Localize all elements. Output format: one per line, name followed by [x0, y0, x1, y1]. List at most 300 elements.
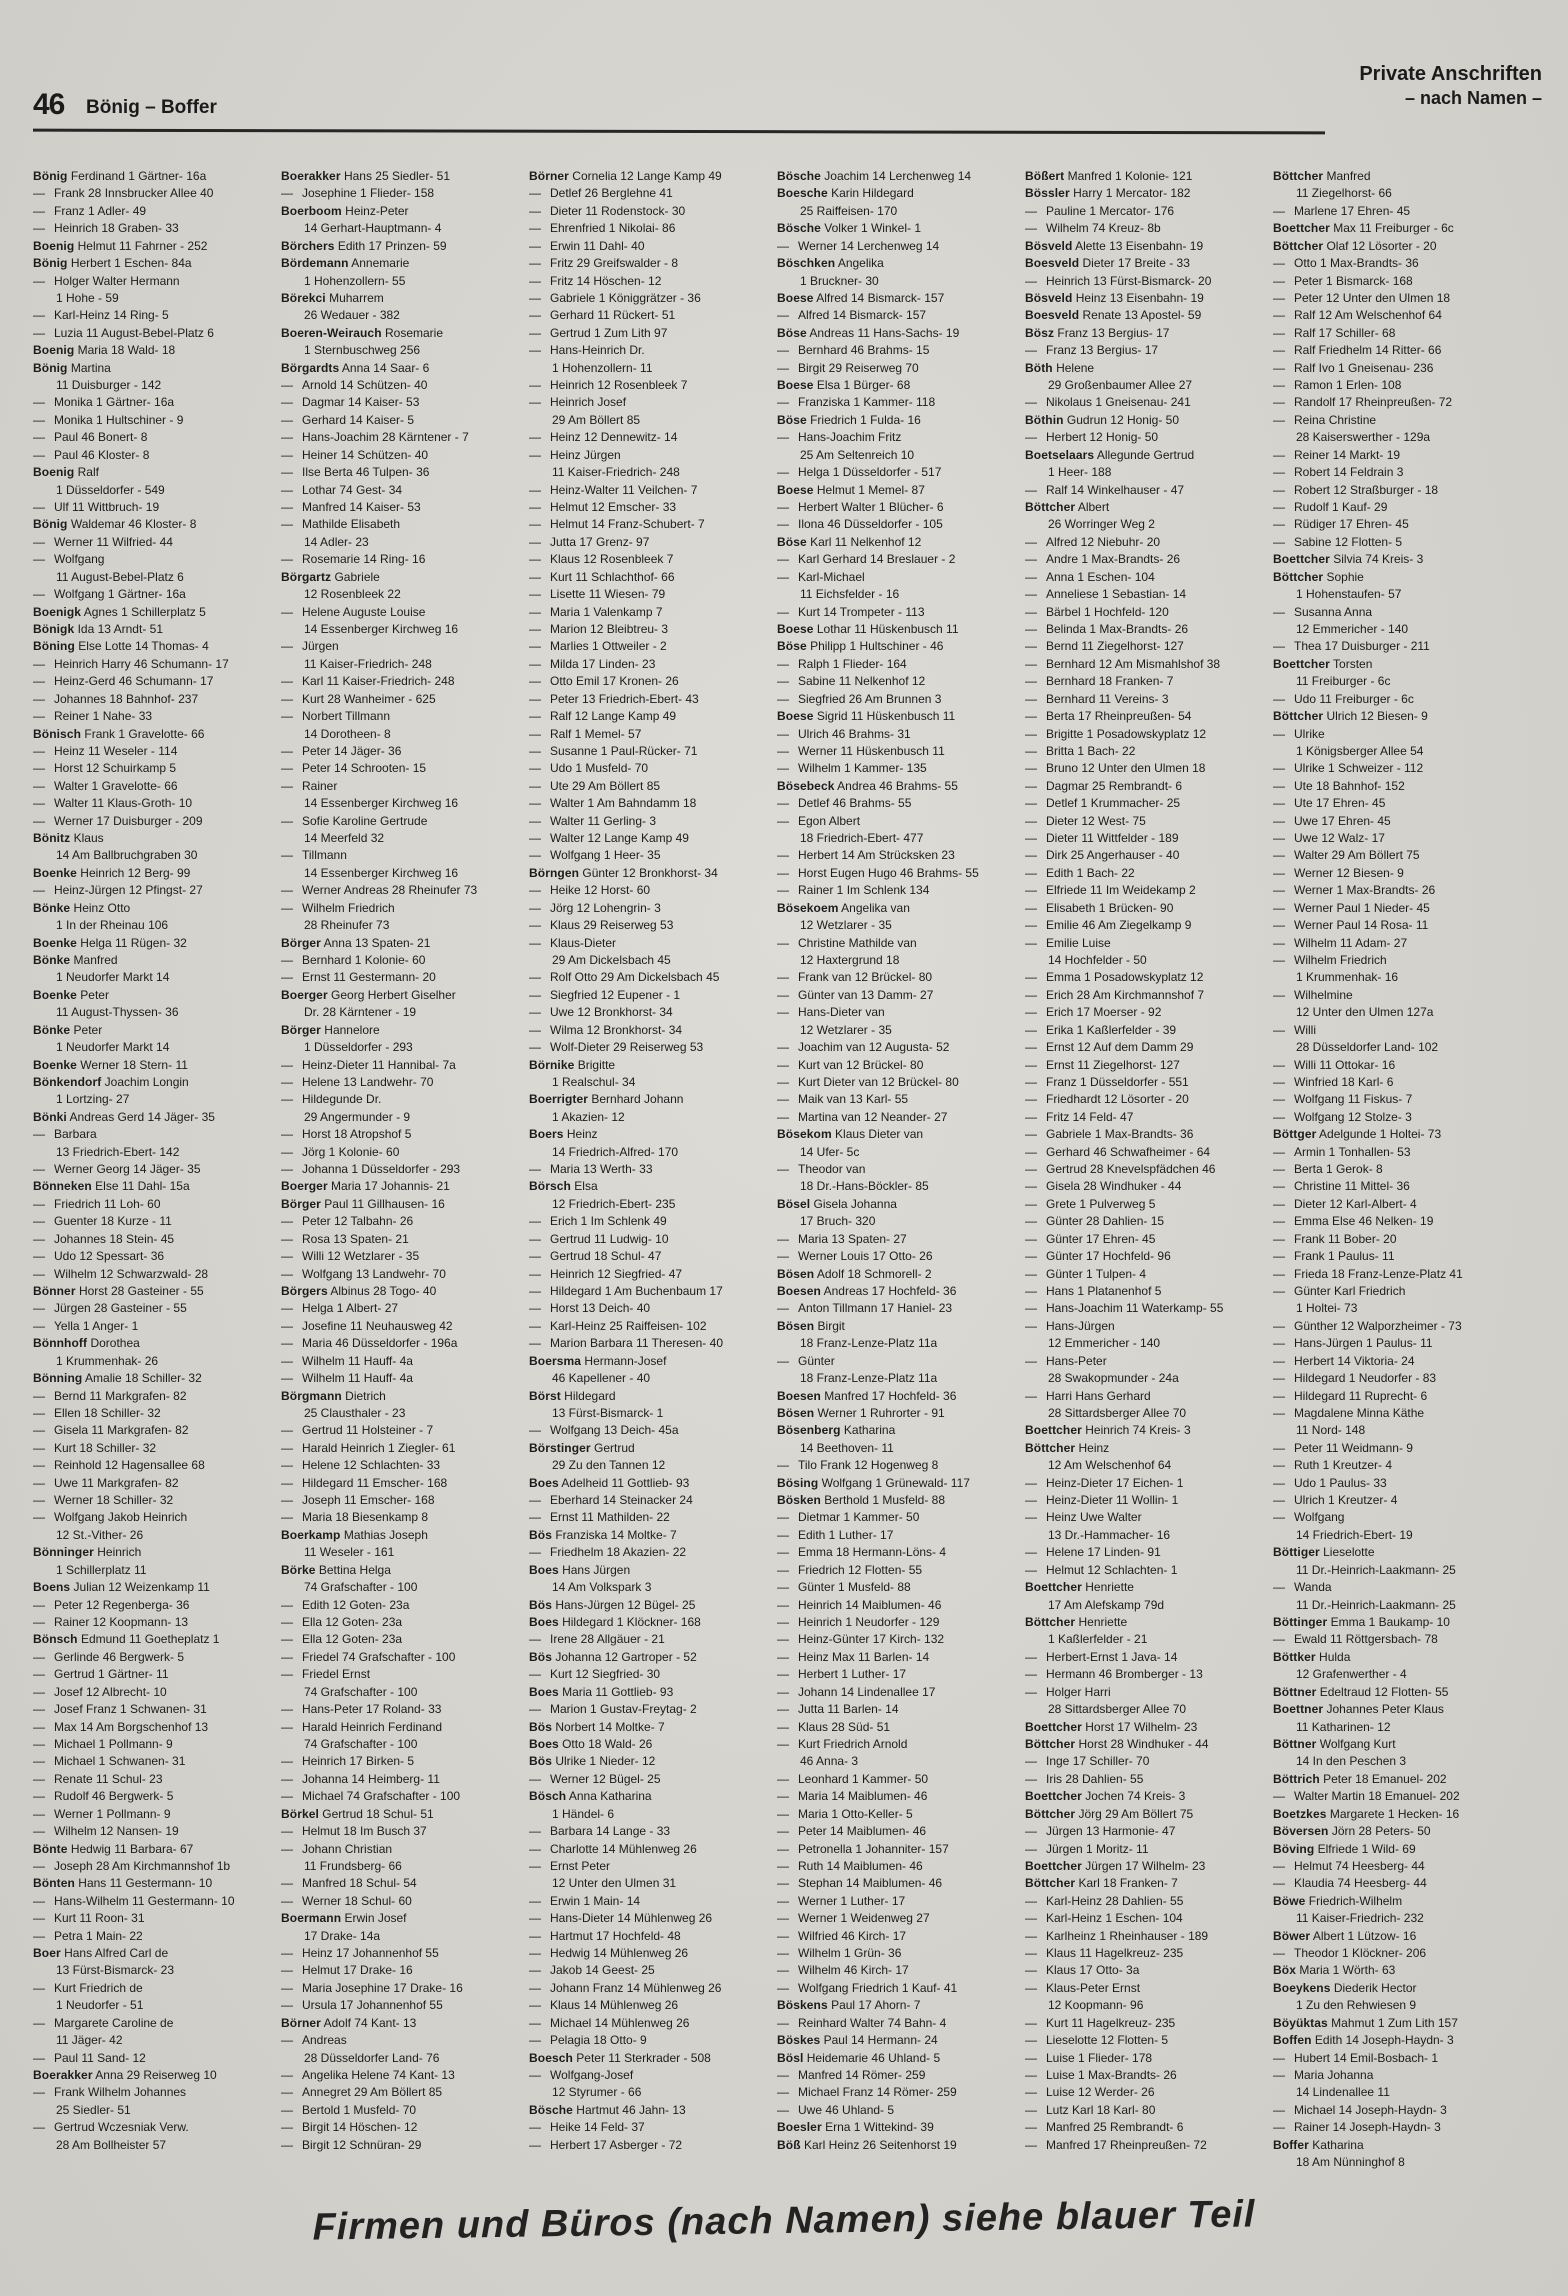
directory-entry: Bösch Anna Katharina — [529, 1789, 652, 1804]
directory-line: 1 Akazien- 12 — [552, 1109, 625, 1124]
directory-line: — Tilo Frank 12 Hogenweg 8 — [777, 1458, 939, 1473]
directory-line: — Birgit 29 Reiserweg 70 — [777, 360, 919, 375]
directory-entry: Bösche Volker 1 Winkel- 1 — [777, 221, 921, 236]
directory-line: — Dirk 25 Angerhauser - 40 — [1025, 848, 1180, 863]
directory-line: 1 Neudorfer Markt 14 — [56, 1040, 170, 1055]
directory-line: — Erwin 1 Main- 14 — [529, 1893, 641, 1908]
directory-line: 29 Am Dickelsbach 45 — [552, 952, 671, 967]
directory-line: 11 Kaiser-Friedrich- 248 — [304, 656, 432, 671]
directory-line: — Ute 18 Bahnhof- 152 — [1273, 778, 1405, 793]
directory-entry: Boese Elsa 1 Bürger- 68 — [777, 378, 911, 393]
directory-entry: Bönnhoff Dorothea — [33, 1336, 140, 1351]
directory-line: 74 Grafschafter - 100 — [304, 1580, 418, 1595]
directory-line: — Winfried 18 Karl- 6 — [1273, 1074, 1394, 1089]
directory-line: — Helga 1 Albert- 27 — [281, 1301, 399, 1316]
directory-line: 11 August-Thyssen- 36 — [56, 1005, 179, 1020]
directory-line: — Bernhard 18 Franken- 7 — [1025, 674, 1174, 689]
directory-line: — Karl-Heinz 14 Ring- 5 — [33, 308, 169, 323]
directory-line: — Lieselotte 12 Flotten- 5 — [1025, 2033, 1169, 2048]
directory-line: — Lisette 11 Wiesen- 79 — [529, 587, 666, 602]
directory-line: — Günter 1 Musfeld- 88 — [777, 1580, 911, 1595]
directory-line: — Johanna 14 Heimberg- 11 — [281, 1771, 440, 1786]
directory-line: — Christine Mathilde van — [777, 935, 917, 950]
directory-line: 1 Händel- 6 — [552, 1806, 615, 1821]
directory-line: 26 Worringer Weg 2 — [1048, 517, 1155, 532]
directory-entry: Börger Paul 11 Gillhausen- 16 — [281, 1196, 445, 1211]
directory-line: 18 Friedrich-Ebert- 477 — [800, 831, 924, 846]
directory-line: — Günter van 13 Damm- 27 — [777, 987, 934, 1002]
directory-line: — Ellen 18 Schiller- 32 — [33, 1405, 161, 1420]
directory-line: — Gabriele 1 Königgrätzer - 36 — [529, 290, 701, 305]
directory-entry: Böttger Adelgunde 1 Holtei- 73 — [1273, 1127, 1442, 1142]
directory-line: — Anton Tillmann 17 Haniel- 23 — [777, 1301, 953, 1316]
directory-line: — Frank 28 Innsbrucker Allee 40 — [33, 186, 214, 201]
directory-entry: Bösing Wolfgang 1 Grünewald- 117 — [777, 1475, 970, 1490]
directory-entry: Bönten Hans 11 Gestermann- 10 — [33, 1876, 213, 1891]
directory-line: — Brigitte 1 Posadowskyplatz 12 — [1025, 726, 1207, 741]
directory-line: 1 Düsseldorfer - 549 — [56, 482, 165, 497]
directory-line: — Milda 17 Linden- 23 — [529, 656, 656, 671]
directory-line: — Wolfgang — [33, 552, 105, 567]
directory-line: — Maria 1 Otto-Keller- 5 — [777, 1806, 913, 1821]
directory-line: — Ruth 14 Maiblumen- 46 — [777, 1858, 923, 1873]
directory-line: — Uwe 12 Bronkhorst- 34 — [529, 1005, 673, 1020]
directory-entry: Böskes Paul 14 Hermann- 24 — [777, 2033, 938, 2048]
directory-entry: Böttrich Peter 18 Emanuel- 202 — [1273, 1771, 1447, 1786]
directory-line: — Maria 13 Werth- 33 — [529, 1162, 653, 1177]
directory-line: — Egon Albert — [777, 813, 861, 828]
directory-line: — Pauline 1 Mercator- 176 — [1025, 203, 1175, 218]
directory-line: — Joseph 11 Emscher- 168 — [281, 1493, 435, 1508]
directory-line: — Johann 14 Lindenallee 17 — [777, 1684, 936, 1699]
directory-line: — Jakob 14 Geest- 25 — [529, 1963, 655, 1978]
directory-line: — Ernst 11 Mathilden- 22 — [529, 1510, 670, 1525]
directory-line: — Rainer 1 Im Schlenk 134 — [777, 883, 930, 898]
directory-line: — Wolfgang — [1273, 1510, 1345, 1525]
directory-line: — Gertrud Wczesniak Verw. — [33, 2120, 189, 2135]
directory-line: — Inge 17 Schiller- 70 — [1025, 1754, 1150, 1769]
header-rule — [33, 129, 1325, 135]
directory-entry: Boenig Maria 18 Wald- 18 — [33, 343, 176, 358]
directory-entry: Boettner Johannes Peter Klaus — [1273, 1702, 1444, 1717]
directory-line: 1 Realschul- 34 — [552, 1074, 636, 1089]
directory-line: — Friedrich 11 Loh- 60 — [33, 1196, 161, 1211]
directory-line: — Harald Heinrich Ferdinand — [281, 1719, 443, 1734]
directory-line: — Ehrenfried 1 Nikolai- 86 — [529, 221, 676, 236]
directory-line: 12 Wetzlarer - 35 — [800, 918, 892, 933]
directory-line: — Heinz-Gerd 46 Schumann- 17 — [33, 674, 214, 689]
directory-line: — Ernst 11 Gestermann- 20 — [281, 970, 436, 985]
directory-entry: Bösche Joachim 14 Lerchenweg 14 — [777, 169, 972, 183]
directory-line: — Emilie Luise — [1025, 935, 1111, 950]
directory-line: — Franziska 1 Kammer- 118 — [777, 395, 936, 410]
directory-line: 11 Dr.-Heinrich-Laakmann- 25 — [1296, 1597, 1456, 1612]
directory-line: — Jürgen 28 Gasteiner - 55 — [33, 1301, 187, 1316]
directory-line: — Fritz 14 Höschen- 12 — [529, 273, 662, 288]
directory-line: — Wolfgang 13 Landwehr- 70 — [281, 1266, 446, 1281]
directory-line: 18 Am Nünninghof 8 — [1296, 2155, 1405, 2170]
directory-line: — Edith 1 Luther- 17 — [777, 1527, 894, 1542]
directory-line: — Karl-Heinz 28 Dahlien- 55 — [1025, 1893, 1184, 1908]
directory-entry: Boese Helmut 1 Memel- 87 — [777, 482, 925, 497]
footer-banner: Firmen und Büros (nach Namen) siehe blauer Teil — [312, 2193, 1256, 2249]
directory-line: 25 Siedler- 51 — [56, 2102, 131, 2117]
directory-line: — Franz 13 Bergius- 17 — [1025, 343, 1159, 358]
directory-line: — Thea 17 Duisburger - 211 — [1273, 639, 1430, 654]
directory-line: — Paul 11 Sand- 12 — [33, 2050, 146, 2065]
directory-entry: Böse Friedrich 1 Fulda- 16 — [777, 412, 921, 427]
directory-line: — Angelika Helene 74 Kant- 13 — [281, 2067, 455, 2082]
directory-line: Dr. 28 Kärntener - 19 — [304, 1005, 417, 1020]
directory-line: — Heinrich Josef — [529, 395, 627, 410]
directory-line: — Udo 1 Paulus- 33 — [1273, 1475, 1387, 1490]
directory-line: — Karlheinz 1 Rheinhauser - 189 — [1025, 1928, 1209, 1943]
directory-line: — Armin 1 Tonhallen- 53 — [1273, 1144, 1411, 1159]
directory-line: 14 In den Peschen 3 — [1296, 1754, 1407, 1769]
directory-entry: Bönig Waldemar 46 Kloster- 8 — [33, 517, 197, 532]
directory-line: — Jörg 12 Lohengrin- 3 — [529, 900, 661, 915]
directory-line: 1 Krummenhak- 26 — [56, 1353, 159, 1368]
directory-line: — Rudolf 1 Kauf- 29 — [1273, 500, 1388, 515]
directory-line: — Monika 1 Hultschiner - 9 — [33, 412, 184, 427]
directory-line: — Helene 12 Schlachten- 33 — [281, 1458, 441, 1473]
directory-line: — Werner 17 Duisburger - 209 — [33, 813, 203, 828]
directory-line: — Kurt 28 Wanheimer - 625 — [281, 691, 436, 706]
directory-line: — Theodor 1 Klöckner- 206 — [1273, 1946, 1427, 1961]
directory-column-1 — [33, 168, 281, 2172]
directory-entry: Böthin Gudrun 12 Honig- 50 — [1025, 412, 1179, 427]
directory-entry: Boes Hans Jürgen — [529, 1562, 631, 1577]
directory-line: — Johanna 1 Düsseldorfer - 293 — [281, 1162, 461, 1177]
directory-entry: Böttcher Olaf 12 Lösorter - 20 — [1273, 238, 1437, 253]
directory-line: — Ralf 12 Am Welschenhof 64 — [1273, 308, 1442, 323]
directory-entry: Böschken Angelika — [777, 256, 884, 271]
directory-line: — Luzia 11 August-Bebel-Platz 6 — [33, 325, 214, 340]
directory-line: — Marion 12 Bleibtreu- 3 — [529, 621, 669, 636]
directory-line: — Maria 13 Spaten- 27 — [777, 1231, 907, 1246]
directory-line: — Lothar 74 Gest- 34 — [281, 482, 403, 497]
directory-line: — Ulrich 1 Kreutzer- 4 — [1273, 1493, 1398, 1508]
directory-line: 11 Freiburger - 6c — [1296, 674, 1391, 689]
directory-line: 11 Frundsberg- 66 — [304, 1858, 402, 1873]
directory-line: 14 Ufer- 5c — [800, 1144, 860, 1159]
directory-line: — Manfred 18 Schul- 54 — [281, 1876, 417, 1891]
directory-line: — Belinda 1 Max-Brandts- 26 — [1025, 621, 1189, 636]
directory-line: — Erwin 11 Dahl- 40 — [529, 238, 645, 253]
directory-line: — Ilse Berta 46 Tulpen- 36 — [281, 465, 430, 480]
directory-line: — Werner 11 Wilfried- 44 — [33, 534, 173, 549]
directory-line: — Reiner 1 Nahe- 33 — [33, 709, 153, 724]
directory-line: 13 Fürst-Bismarck- 1 — [552, 1405, 664, 1420]
directory-entry: Boerakker Hans 25 Siedler- 51 — [281, 169, 451, 183]
directory-line: — Yella 1 Anger- 1 — [33, 1318, 139, 1333]
directory-line: — Ralf 1 Memel- 57 — [529, 726, 642, 741]
directory-entry: Boesveld Renate 13 Apostel- 59 — [1025, 308, 1202, 323]
directory-line: — Kurt 14 Trompeter - 113 — [777, 604, 925, 619]
directory-line: 1 Königsberger Allee 54 — [1296, 743, 1424, 758]
directory-line: — Wilhelm 12 Schwarzwald- 28 — [33, 1266, 209, 1281]
directory-line: — Kurt Friedrich de — [33, 1980, 143, 1995]
directory-entry: Börsch Elsa — [529, 1179, 598, 1194]
directory-line: 1 Neudorfer - 51 — [56, 1998, 144, 2013]
directory-line: — Werner 11 Hüskenbusch 11 — [777, 743, 945, 758]
directory-line: — Werner 1 Max-Brandts- 26 — [1273, 883, 1436, 898]
directory-entry: Boetzkes Margarete 1 Hecken- 16 — [1273, 1806, 1460, 1821]
directory-entry: Boesen Andreas 17 Hochfeld- 36 — [777, 1284, 957, 1298]
directory-entry: Boers Heinz — [529, 1127, 598, 1142]
directory-line: — Wolfgang 1 Heer- 35 — [529, 848, 661, 863]
directory-line: — Willi — [1273, 1022, 1316, 1037]
directory-entry: Böttinger Emma 1 Baukamp- 10 — [1273, 1615, 1450, 1630]
directory-line: — Otto Emil 17 Kronen- 26 — [529, 674, 679, 689]
directory-entry: Böttner Edeltraud 12 Flotten- 55 — [1273, 1684, 1449, 1699]
directory-line: — Susanna Anna — [1273, 604, 1373, 619]
directory-line: — Heike 14 Feld- 37 — [529, 2120, 645, 2135]
directory-line: — Udo 12 Spessart- 36 — [33, 1249, 165, 1264]
directory-line: — Wolfgang 13 Deich- 45a — [529, 1423, 679, 1438]
directory-line: — Ursula 17 Johannenhof 55 — [281, 1998, 443, 2013]
directory-line: — Peter 12 Talbahn- 26 — [281, 1214, 414, 1229]
directory-line: — Heinz 17 Johannenhof 55 — [281, 1946, 439, 1961]
directory-line: 12 Haxtergrund 18 — [800, 952, 900, 967]
directory-entry: Bönki Andreas Gerd 14 Jäger- 35 — [33, 1109, 215, 1124]
directory-line: — Joseph 28 Am Kirchmannshof 1b — [33, 1858, 231, 1873]
directory-line: — Heinz-Jürgen 12 Pfingst- 27 — [33, 883, 203, 898]
directory-line: — Dagmar 14 Kaiser- 53 — [281, 395, 420, 410]
directory-entry: Bösveld Heinz 13 Eisenbahn- 19 — [1025, 290, 1204, 305]
directory-line: — Friedel 74 Grafschafter - 100 — [281, 1649, 456, 1664]
directory-line: — Peter 12 Regenberga- 36 — [33, 1597, 190, 1612]
directory-line: — Rolf Otto 29 Am Dickelsbach 45 — [529, 970, 720, 985]
directory-line: — Kurt van 12 Brückel- 80 — [777, 1057, 924, 1072]
directory-line: — Ewald 11 Röttgersbach- 78 — [1273, 1632, 1438, 1647]
directory-line: 28 Kaiserswerther - 129a — [1296, 430, 1431, 445]
directory-entry: Börger Anna 13 Spaten- 21 — [281, 935, 431, 950]
directory-line: — Walter 11 Klaus-Groth- 10 — [33, 796, 193, 811]
directory-line: — Ernst 12 Auf dem Damm 29 — [1025, 1040, 1194, 1055]
directory-line: — Rainer — [281, 778, 338, 793]
directory-line: — Sofie Karoline Gertrude — [281, 813, 428, 828]
directory-line: — Heiner 14 Schützen- 40 — [281, 447, 429, 462]
directory-entry: Boettcher Heinrich 74 Kreis- 3 — [1025, 1423, 1191, 1438]
directory-line: — Werner Andreas 28 Rheinufer 73 — [281, 883, 478, 898]
directory-line: — Karl Gerhard 14 Breslauer - 2 — [777, 552, 956, 567]
directory-line: — Reiner 14 Markt- 19 — [1273, 447, 1401, 462]
directory-entry: Bösche Hartmut 46 Jahn- 13 — [529, 2102, 686, 2117]
directory-entry: Bösebeck Andrea 46 Brahms- 55 — [777, 778, 958, 793]
directory-entry: Boes Maria 11 Gottlieb- 93 — [529, 1684, 674, 1699]
directory-line: 14 Lindenallee 11 — [1296, 2085, 1390, 2100]
directory-line: — Klaus 14 Mühlenweg 26 — [529, 1998, 679, 2013]
directory-line: — Friedrich 12 Flotten- 55 — [777, 1562, 923, 1577]
directory-entry: Boermann Erwin Josef — [281, 1911, 407, 1926]
directory-entry: Boettcher Jürgen 17 Wilhelm- 23 — [1025, 1858, 1206, 1873]
directory-line: — Emma 18 Hermann-Löns- 4 — [777, 1545, 947, 1560]
directory-line: 12 Friedrich-Ebert- 235 — [552, 1196, 676, 1211]
directory-line: — Michael 1 Pollmann- 9 — [33, 1736, 173, 1751]
directory-column-5 — [1025, 168, 1273, 2172]
directory-line: 11 August-Bebel-Platz 6 — [56, 569, 184, 584]
directory-line: — Barbara 14 Lange - 33 — [529, 1824, 671, 1839]
directory-line: — Jürgen 13 Harmonie- 47 — [1025, 1824, 1176, 1839]
directory-line: — Marion 1 Gustav-Freytag- 2 — [529, 1702, 697, 1717]
directory-line: — Frank 11 Bober- 20 — [1273, 1231, 1397, 1246]
directory-line: 1 Düsseldorfer - 293 — [304, 1040, 413, 1055]
directory-entry: Boer Hans Alfred Carl de — [33, 1946, 169, 1961]
directory-line: — Horst 18 Atropshof 5 — [281, 1127, 412, 1142]
directory-line: — Heinrich 1 Neudorfer - 129 — [777, 1615, 940, 1630]
directory-line: 12 Rosenbleek 22 — [304, 587, 401, 602]
directory-line: — Maria Josephine 17 Drake- 16 — [281, 1980, 463, 1995]
directory-line: 14 Hochfelder - 50 — [1048, 952, 1147, 967]
directory-line: — Gerhard 46 Schwafheimer - 64 — [1025, 1144, 1211, 1159]
directory-entry: Böttcher Albert — [1025, 500, 1110, 515]
directory-line: — Manfred 25 Rembrandt- 6 — [1025, 2120, 1184, 2135]
directory-line: — Erich 28 Am Kirchmannshof 7 — [1025, 987, 1205, 1002]
directory-entry: Börchers Edith 17 Prinzen- 59 — [281, 238, 447, 253]
directory-line: — Reina Christine — [1273, 412, 1377, 427]
directory-entry: Börst Hildegard — [529, 1388, 616, 1403]
directory-entry: Böttcher Karl 18 Franken- 7 — [1025, 1876, 1178, 1891]
directory-line: — Rüdiger 17 Ehren- 45 — [1273, 517, 1409, 532]
directory-line: — Klaus 11 Hagelkreuz- 235 — [1025, 1946, 1184, 1961]
directory-line: 74 Grafschafter - 100 — [304, 1736, 418, 1751]
directory-line: 1 Neudorfer Markt 14 — [56, 970, 170, 985]
directory-entry: Böwer Albert 1 Lützow- 16 — [1273, 1928, 1417, 1943]
directory-line: — Walter 12 Lange Kamp 49 — [529, 831, 689, 846]
directory-entry: Bösen Adolf 18 Schmorell- 2 — [777, 1266, 932, 1281]
directory-line: — Uwe 46 Uhland- 5 — [777, 2102, 895, 2117]
directory-line: — Werner Paul 1 Nieder- 45 — [1273, 900, 1430, 915]
directory-line: — Uwe 11 Markgrafen- 82 — [33, 1475, 179, 1490]
directory-line: — Erich 1 Im Schlenk 49 — [529, 1214, 667, 1229]
directory-line: — Walter Martin 18 Emanuel- 202 — [1273, 1789, 1460, 1804]
directory-line: — Herbert-Ernst 1 Java- 14 — [1025, 1649, 1178, 1664]
directory-line: — Wilhelmine — [1273, 987, 1353, 1002]
directory-line: 25 Am Seltenreich 10 — [800, 447, 915, 462]
directory-line: — Margarete Caroline de — [33, 2015, 174, 2030]
directory-line: — Maria 14 Maiblumen- 46 — [777, 1789, 928, 1804]
directory-line: — Walter 1 Am Bahndamm 18 — [529, 796, 697, 811]
directory-line: — Leonhard 1 Kammer- 50 — [777, 1771, 929, 1786]
directory-line: — Helmut 14 Franz-Schubert- 7 — [529, 517, 705, 532]
directory-line: 12 Styrumer - 66 — [552, 2085, 642, 2100]
directory-line: — Ralf 14 Winkelhauser - 47 — [1025, 482, 1185, 497]
header-subsection-label: – nach Namen – — [1404, 88, 1542, 108]
directory-line: 14 Essenberger Kirchweg 16 — [304, 796, 459, 811]
directory-line: — Karl-Heinz 1 Eschen- 104 — [1025, 1911, 1183, 1926]
directory-line: — Jörg 1 Kolonie- 60 — [281, 1144, 400, 1159]
directory-line: — Luise 1 Max-Brandts- 26 — [1025, 2067, 1177, 2082]
directory-line: 1 Hohenzollern- 11 — [552, 360, 653, 375]
directory-line: — Holger Walter Hermann — [33, 273, 180, 288]
directory-line: — Ute 29 Am Böllert 85 — [529, 778, 661, 793]
directory-line: 12 Koopmann- 96 — [1048, 1998, 1144, 2013]
directory-line: — Hubert 14 Emil-Bosbach- 1 — [1273, 2050, 1439, 2065]
directory-line: — Dieter 12 Karl-Albert- 4 — [1273, 1196, 1417, 1211]
directory-line: — Paul 46 Kloster- 8 — [33, 447, 150, 462]
directory-line: — Heinz Max 11 Barlen- 14 — [777, 1649, 930, 1664]
directory-entry: Bösekom Klaus Dieter van — [777, 1127, 924, 1142]
directory-line: — Maik van 13 Karl- 55 — [777, 1092, 909, 1107]
directory-line: — Walter 11 Gerling- 3 — [529, 813, 657, 828]
directory-line: — Gertrud 18 Schul- 47 — [529, 1249, 662, 1264]
directory-column-4 — [777, 168, 1025, 2172]
directory-line: 12 Grafenwerther - 4 — [1296, 1667, 1407, 1682]
directory-line: — Maria 1 Valenkamp 7 — [529, 604, 663, 619]
directory-entry: Bönneken Else 11 Dahl- 15a — [33, 1179, 190, 1194]
directory-line: — Emma 1 Posadowskyplatz 12 — [1025, 970, 1204, 985]
directory-entry: Bös Norbert 14 Moltke- 7 — [529, 1719, 665, 1734]
directory-entry: Bönke Manfred — [33, 952, 118, 967]
directory-entry: Bönigk Ida 13 Arndt- 51 — [33, 621, 163, 636]
directory-line: 11 Nord- 148 — [1296, 1423, 1366, 1438]
directory-line: — Britta 1 Bach- 22 — [1025, 743, 1136, 758]
directory-line: — Klaudia 74 Heesberg- 44 — [1273, 1876, 1427, 1891]
directory-line: — Hans-Jürgen — [1025, 1318, 1115, 1333]
directory-entry: Börnike Brigitte — [529, 1057, 616, 1072]
directory-line: 1 Schillerplatz 11 — [56, 1562, 147, 1577]
directory-line: — Helmut 12 Schlachten- 1 — [1025, 1562, 1178, 1577]
directory-line: — Harri Hans Gerhard — [1025, 1388, 1151, 1403]
directory-entry: Böth Helene — [1025, 360, 1095, 375]
directory-line: 12 Emmericher - 140 — [1048, 1336, 1161, 1351]
directory-line: — Wilfried 46 Kirch- 17 — [777, 1928, 907, 1943]
directory-line: — Peter 1 Bismarck- 168 — [1273, 273, 1413, 288]
directory-line: — Klaus 28 Süd- 51 — [777, 1719, 891, 1734]
directory-line: — Otto 1 Max-Brandts- 36 — [1273, 256, 1419, 271]
directory-line: — Peter 14 Jäger- 36 — [281, 743, 402, 758]
directory-line: — Gertrud 1 Zum Lith 97 — [529, 325, 668, 340]
directory-entry: Böß Karl Heinz 26 Seitenhorst 19 — [777, 2137, 957, 2152]
directory-entry: Bösz Franz 13 Bergius- 17 — [1025, 325, 1170, 340]
directory-entry: Bönig Herbert 1 Eschen- 84a — [33, 256, 192, 271]
directory-entry: Börgardts Anna 14 Saar- 6 — [281, 360, 430, 375]
directory-line: — Helmut 17 Drake- 16 — [281, 1963, 413, 1978]
directory-line: — Josefine 11 Neuhausweg 42 — [281, 1318, 453, 1333]
directory-entry: Bönig Ferdinand 1 Gärtner- 16a — [33, 169, 207, 183]
directory-line: — Wilhelm 11 Hauff- 4a — [281, 1353, 413, 1368]
directory-line: — Barbara — [33, 1127, 97, 1142]
directory-line: 29 Großenbaumer Allee 27 — [1048, 378, 1193, 393]
directory-line: — Rainer 12 Koopmann- 13 — [33, 1615, 189, 1630]
directory-entry: Boerboom Heinz-Peter — [281, 203, 409, 218]
directory-line: — Franz 1 Adler- 49 — [33, 203, 147, 218]
directory-line: — Michael 14 Joseph-Haydn- 3 — [1273, 2102, 1447, 2117]
directory-line: 14 Friedrich-Ebert- 19 — [1296, 1527, 1413, 1542]
directory-line: — Karl-Michael — [777, 569, 865, 584]
directory-line: — Kurt 11 Schlachthof- 66 — [529, 569, 675, 584]
directory-entry: Böse Philipp 1 Hultschiner - 46 — [777, 639, 944, 654]
directory-line: — Uwe 12 Walz- 17 — [1273, 831, 1385, 846]
directory-line: — Andre 1 Max-Brandts- 26 — [1025, 552, 1181, 567]
directory-line: — Guenter 18 Kurze - 11 — [33, 1214, 172, 1229]
directory-line: — Robert 14 Feldrain 3 — [1273, 465, 1404, 480]
directory-entry: Böttcher Sophie — [1273, 569, 1364, 584]
directory-line: 1 Hohenstaufen- 57 — [1296, 587, 1402, 602]
directory-line: — Ute 17 Ehren- 45 — [1273, 796, 1386, 811]
directory-line: — Susanne 1 Paul-Rücker- 71 — [529, 743, 698, 758]
directory-line: — Hans-Heinrich Dr. — [529, 343, 645, 358]
directory-line: — Heinrich 12 Rosenbleek 7 — [529, 378, 688, 393]
directory-line: — Heinrich 18 Graben- 33 — [33, 221, 179, 236]
directory-entry: Boenke Heinrich 12 Berg- 99 — [33, 865, 191, 880]
directory-line: — Luise 1 Flieder- 178 — [1025, 2050, 1153, 2065]
directory-line: — Heinz-Dieter 17 Eichen- 1 — [1025, 1475, 1184, 1490]
directory-entry: Böttker Hulda — [1273, 1649, 1351, 1664]
directory-line: — Bärbel 1 Hochfeld- 120 — [1025, 604, 1169, 619]
directory-line: 14 Gerhart-Hauptmann- 4 — [304, 221, 442, 236]
